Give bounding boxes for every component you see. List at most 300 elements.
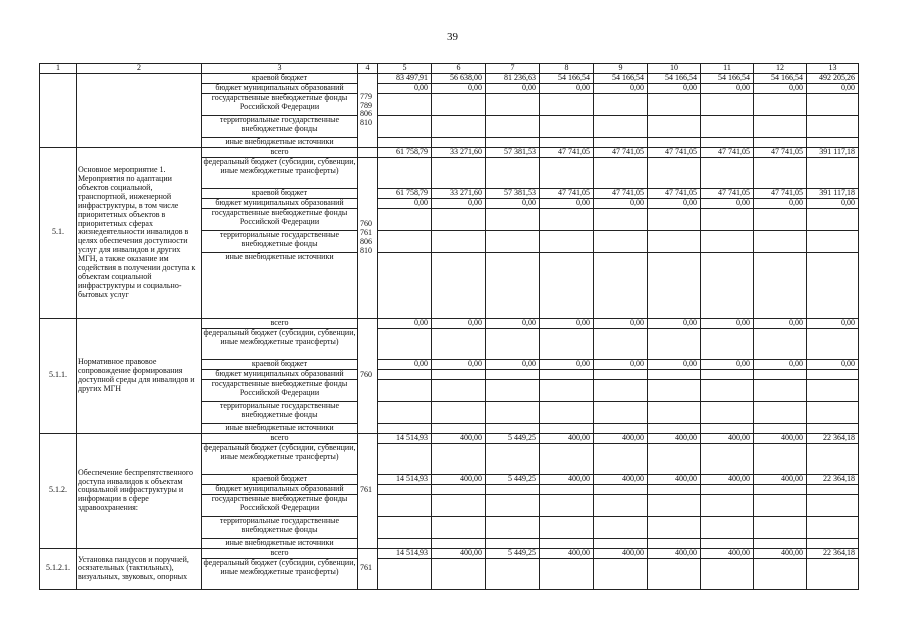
amount-cell [432,423,486,433]
table-row [40,147,859,157]
amount-cell [701,401,754,423]
amount-cell [378,115,432,137]
amount-cell: 61 758,79 [378,147,432,157]
amount-cell [378,230,432,252]
amount-cell: 400,00 [594,433,648,443]
amount-cell [648,137,701,147]
amount-cell [378,484,432,494]
amount-cell [701,558,754,589]
amount-cell [594,423,648,433]
amount-cell: 400,00 [648,433,701,443]
amount-cell [594,443,648,474]
amount-cell [648,423,701,433]
amount-cell [807,93,859,115]
row-index: 5.1. [40,147,77,318]
amount-cell: 14 514,93 [378,433,432,443]
amount-cell [432,328,486,359]
column-header: 2 [77,64,202,74]
amount-cell: 47 741,05 [701,188,754,198]
amount-cell: 0,00 [432,359,486,369]
amount-cell [648,516,701,538]
amount-cell: 47 741,05 [648,147,701,157]
funding-source: бюджет муниципальных образований [202,83,358,93]
amount-cell [432,443,486,474]
amount-cell [754,252,807,318]
amount-cell [594,208,648,230]
amount-cell: 400,00 [648,548,701,558]
amount-cell: 0,00 [648,83,701,93]
amount-cell [701,443,754,474]
amount-cell [648,230,701,252]
funding-source: иные внебюджетные источники [202,252,358,318]
amount-cell [378,328,432,359]
amount-cell [378,558,432,589]
amount-cell [648,401,701,423]
amount-cell [486,379,540,401]
amount-cell [754,115,807,137]
amount-cell [378,423,432,433]
amount-cell [540,494,594,516]
amount-cell [486,328,540,359]
table-row [40,318,859,328]
amount-cell: 400,00 [594,474,648,484]
funding-source: территориальные государственные внебюджетные фонды [202,115,358,137]
amount-cell: 400,00 [432,474,486,484]
amount-cell [378,379,432,401]
budget-code [358,147,378,157]
amount-cell: 0,00 [648,359,701,369]
amount-cell [486,443,540,474]
funding-source: краевой бюджет [202,188,358,198]
amount-cell [594,369,648,379]
amount-cell: 47 741,05 [701,147,754,157]
amount-cell [594,558,648,589]
amount-cell: 0,00 [432,198,486,208]
amount-cell [486,115,540,137]
amount-cell [486,230,540,252]
amount-cell [701,115,754,137]
amount-cell [594,538,648,548]
amount-cell [486,401,540,423]
amount-cell [594,328,648,359]
amount-cell: 14 514,93 [378,548,432,558]
amount-cell: 0,00 [432,83,486,93]
amount-cell [807,538,859,548]
amount-cell: 400,00 [754,474,807,484]
amount-cell [432,558,486,589]
amount-cell [648,379,701,401]
amount-cell [754,423,807,433]
amount-cell [540,538,594,548]
amount-cell [540,558,594,589]
amount-cell [648,328,701,359]
amount-cell: 47 741,05 [540,188,594,198]
amount-cell [486,484,540,494]
amount-cell [648,208,701,230]
amount-cell [754,516,807,538]
amount-cell [754,538,807,548]
amount-cell [594,93,648,115]
amount-cell [540,328,594,359]
amount-cell [807,328,859,359]
amount-cell: 0,00 [701,359,754,369]
row-index: 5.1.2.1. [40,548,77,589]
amount-cell [701,137,754,147]
amount-cell [432,369,486,379]
amount-cell [807,401,859,423]
amount-cell [648,494,701,516]
amount-cell [701,369,754,379]
amount-cell [432,208,486,230]
amount-cell [648,558,701,589]
budget-table [39,63,859,590]
amount-cell [807,379,859,401]
funding-source: федеральный бюджет (субсидии, субвенции, иные межбюджетные трансферты) [202,558,358,589]
amount-cell [432,252,486,318]
amount-cell [701,328,754,359]
amount-cell [594,137,648,147]
funding-source: федеральный бюджет (субсидии, субвенции, иные межбюджетные трансферты) [202,157,358,188]
amount-cell: 0,00 [540,359,594,369]
funding-source: федеральный бюджет (субсидии, субвенции, иные межбюджетные трансферты) [202,328,358,359]
amount-cell [807,558,859,589]
amount-cell [540,369,594,379]
amount-cell [701,494,754,516]
amount-cell: 0,00 [540,198,594,208]
amount-cell [594,230,648,252]
column-header: 3 [202,64,358,74]
amount-cell: 0,00 [486,359,540,369]
amount-cell [754,369,807,379]
amount-cell: 0,00 [648,318,701,328]
amount-cell [648,252,701,318]
funding-source: территориальные государственные внебюджетные фонды [202,230,358,252]
amount-cell [540,230,594,252]
amount-cell [486,369,540,379]
amount-cell [807,157,859,188]
amount-cell [701,230,754,252]
amount-cell [807,423,859,433]
amount-cell [648,157,701,188]
column-header: 11 [701,64,754,74]
amount-cell: 0,00 [378,359,432,369]
amount-cell: 0,00 [701,83,754,93]
funding-source: бюджет муниципальных образований [202,484,358,494]
row-index [40,73,77,147]
amount-cell [378,252,432,318]
amount-cell: 33 271,60 [432,147,486,157]
amount-cell: 54 166,54 [648,73,701,83]
amount-cell: 47 741,05 [594,188,648,198]
amount-cell [701,157,754,188]
amount-cell [486,558,540,589]
amount-cell: 400,00 [540,474,594,484]
amount-cell: 22 364,18 [807,474,859,484]
amount-cell: 57 381,53 [486,147,540,157]
amount-cell [807,230,859,252]
amount-cell: 0,00 [754,318,807,328]
amount-cell: 400,00 [701,474,754,484]
amount-cell [432,484,486,494]
amount-cell: 0,00 [486,318,540,328]
amount-cell [594,516,648,538]
budget-code: 760 761 806 810 [358,157,378,318]
funding-source: всего [202,548,358,558]
amount-cell: 47 741,05 [754,147,807,157]
column-header: 9 [594,64,648,74]
amount-cell [378,369,432,379]
row-index: 5.1.2. [40,433,77,548]
amount-cell [754,558,807,589]
amount-cell: 47 741,05 [540,147,594,157]
amount-cell [754,484,807,494]
amount-cell [807,369,859,379]
amount-cell [540,423,594,433]
funding-source: территориальные государственные внебюджетные фонды [202,516,358,538]
row-name: Установка пандусов и поручней, осязательных (тактильных), визуальных, звуковых, опорных [77,548,202,589]
amount-cell [540,252,594,318]
column-header: 7 [486,64,540,74]
budget-code: 761 [358,433,378,548]
amount-cell: 0,00 [648,198,701,208]
amount-cell: 14 514,93 [378,474,432,484]
amount-cell: 0,00 [594,318,648,328]
amount-cell: 54 166,54 [594,73,648,83]
amount-cell [540,157,594,188]
column-header: 10 [648,64,701,74]
amount-cell [540,208,594,230]
amount-cell: 47 741,05 [754,188,807,198]
funding-source: бюджет муниципальных образований [202,369,358,379]
amount-cell [432,401,486,423]
amount-cell: 5 449,25 [486,548,540,558]
amount-cell: 400,00 [540,548,594,558]
amount-cell: 0,00 [701,198,754,208]
amount-cell [432,115,486,137]
funding-source: краевой бюджет [202,359,358,369]
amount-cell: 400,00 [701,548,754,558]
amount-cell: 22 364,18 [807,433,859,443]
row-name: Нормативное правовое сопровождение формирования доступной среды для инвалидов и других МГН [77,318,202,433]
amount-cell: 33 271,60 [432,188,486,198]
amount-cell: 0,00 [378,198,432,208]
amount-cell [754,443,807,474]
amount-cell [648,538,701,548]
amount-cell [807,494,859,516]
funding-source: всего [202,318,358,328]
column-header: 4 [358,64,378,74]
amount-cell: 400,00 [754,548,807,558]
amount-cell: 0,00 [378,318,432,328]
amount-cell [807,484,859,494]
column-header: 13 [807,64,859,74]
amount-cell [432,538,486,548]
amount-cell [594,379,648,401]
amount-cell [486,137,540,147]
column-header: 12 [754,64,807,74]
amount-cell [594,115,648,137]
funding-source: иные внебюджетные источники [202,423,358,433]
amount-cell: 492 205,26 [807,73,859,83]
amount-cell [486,538,540,548]
amount-cell [594,157,648,188]
amount-cell [594,401,648,423]
amount-cell [754,93,807,115]
amount-cell [648,484,701,494]
amount-cell: 0,00 [594,83,648,93]
table-row [40,73,859,83]
funding-source: иные внебюджетные источники [202,137,358,147]
amount-cell [701,423,754,433]
funding-source: государственные внебюджетные фонды Российской Федерации [202,93,358,115]
amount-cell [807,516,859,538]
amount-cell [540,115,594,137]
funding-source: всего [202,433,358,443]
amount-cell [378,538,432,548]
amount-cell [378,157,432,188]
header-row [40,64,859,74]
amount-cell [432,137,486,147]
amount-cell [754,494,807,516]
amount-cell [540,484,594,494]
amount-cell [432,494,486,516]
amount-cell [378,93,432,115]
amount-cell [432,379,486,401]
funding-source: краевой бюджет [202,73,358,83]
budget-code: 761 [358,548,378,589]
amount-cell: 0,00 [594,198,648,208]
amount-cell: 0,00 [432,318,486,328]
amount-cell: 391 117,18 [807,188,859,198]
funding-source: иные внебюджетные источники [202,538,358,548]
amount-cell [701,93,754,115]
amount-cell [378,137,432,147]
amount-cell [648,369,701,379]
amount-cell [754,230,807,252]
amount-cell: 400,00 [754,433,807,443]
amount-cell [486,157,540,188]
amount-cell [432,157,486,188]
amount-cell [807,208,859,230]
amount-cell: 0,00 [594,359,648,369]
amount-cell: 400,00 [432,548,486,558]
amount-cell: 0,00 [754,83,807,93]
funding-source: краевой бюджет [202,474,358,484]
amount-cell [486,516,540,538]
amount-cell [486,252,540,318]
amount-cell: 0,00 [540,83,594,93]
funding-source: государственные внебюджетные фонды Российской Федерации [202,208,358,230]
amount-cell [540,443,594,474]
amount-cell: 0,00 [807,83,859,93]
amount-cell [432,516,486,538]
amount-cell [701,538,754,548]
funding-source: государственные внебюджетные фонды Российской Федерации [202,379,358,401]
amount-cell [540,516,594,538]
amount-cell [594,252,648,318]
amount-cell [701,208,754,230]
row-name: Обеспечение беспрепятственного доступа инвалидов к объектам социальной инфраструктуры и информации в сфере здравоохранения: [77,433,202,548]
budget-code: 760 [358,318,378,433]
amount-cell: 22 364,18 [807,548,859,558]
amount-cell: 61 758,79 [378,188,432,198]
amount-cell: 0,00 [754,198,807,208]
funding-source: федеральный бюджет (субсидии, субвенции, иные межбюджетные трансферты) [202,443,358,474]
budget-code: 779 789 806 810 [358,73,378,147]
amount-cell [378,443,432,474]
amount-cell: 0,00 [486,83,540,93]
funding-source: бюджет муниципальных образований [202,198,358,208]
amount-cell [807,115,859,137]
amount-cell [594,494,648,516]
amount-cell: 0,00 [486,198,540,208]
amount-cell [807,252,859,318]
amount-cell [754,157,807,188]
amount-cell [648,93,701,115]
amount-cell: 400,00 [432,433,486,443]
amount-cell [540,401,594,423]
amount-cell: 400,00 [594,548,648,558]
amount-cell [378,401,432,423]
row-name: Основное мероприятие 1. Мероприятия по адаптации объектов социальной, транспортной, инженерной инфраструктуры, в том числе приоритетных объектов в приоритетных сферах жизнедеятельности инвалидов в целях обеспечения доступности услуг для инвалидов и других МГН, а также оказание им содействия в получении доступа к объектам социальной инфраструктуры и социально-бытовых услуг [77,147,202,318]
amount-cell [378,494,432,516]
amount-cell: 57 381,53 [486,188,540,198]
amount-cell [432,93,486,115]
amount-cell [701,516,754,538]
amount-cell [701,379,754,401]
amount-cell: 81 236,63 [486,73,540,83]
page-number: 39 [447,31,458,43]
funding-source: государственные внебюджетные фонды Российской Федерации [202,494,358,516]
amount-cell [540,379,594,401]
amount-cell [486,208,540,230]
amount-cell: 0,00 [754,359,807,369]
amount-cell [540,93,594,115]
amount-cell: 83 497,91 [378,73,432,83]
amount-cell [648,115,701,137]
column-header: 6 [432,64,486,74]
row-name [77,73,202,147]
column-header: 8 [540,64,594,74]
amount-cell: 5 449,25 [486,474,540,484]
amount-cell [701,484,754,494]
amount-cell: 400,00 [701,433,754,443]
amount-cell: 0,00 [807,359,859,369]
amount-cell [754,208,807,230]
amount-cell: 47 741,05 [648,188,701,198]
amount-cell: 54 166,54 [701,73,754,83]
amount-cell: 391 117,18 [807,147,859,157]
amount-cell [754,137,807,147]
column-header: 1 [40,64,77,74]
amount-cell: 47 741,05 [594,147,648,157]
amount-cell [594,484,648,494]
amount-cell [754,379,807,401]
amount-cell [701,252,754,318]
amount-cell: 0,00 [701,318,754,328]
amount-cell [648,443,701,474]
amount-cell [486,93,540,115]
amount-cell [378,516,432,538]
amount-cell: 0,00 [378,83,432,93]
column-header: 5 [378,64,432,74]
row-index: 5.1.1. [40,318,77,433]
amount-cell [540,137,594,147]
funding-source: всего [202,147,358,157]
amount-cell: 400,00 [648,474,701,484]
table-row [40,433,859,443]
amount-cell: 5 449,25 [486,433,540,443]
